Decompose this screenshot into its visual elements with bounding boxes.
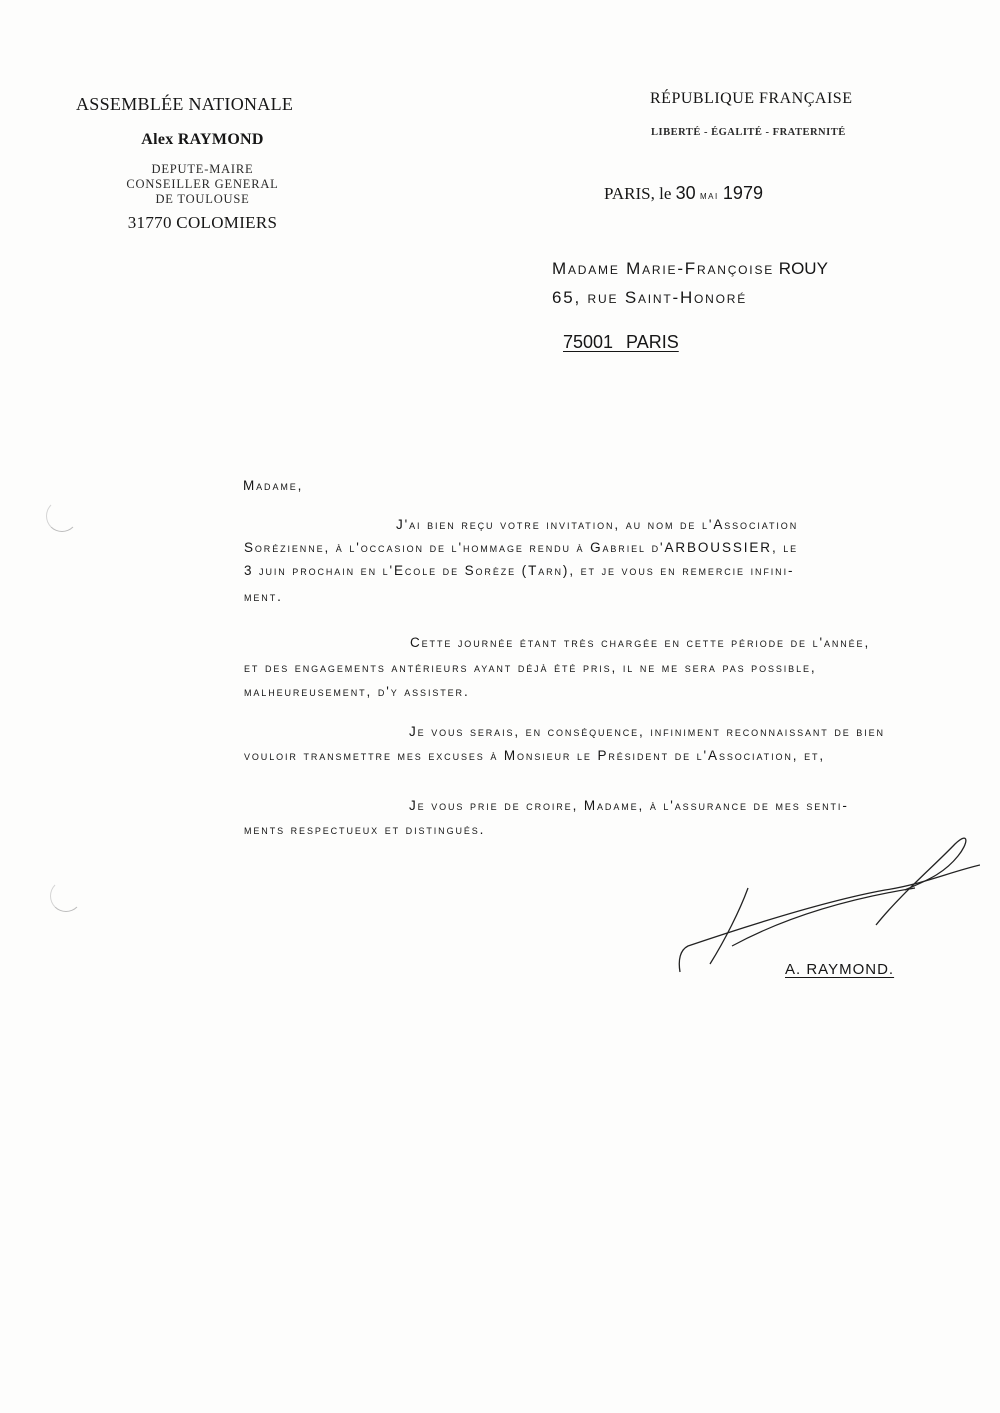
punch-hole-top [46, 500, 78, 532]
paragraph-line: ment. [244, 589, 283, 604]
date-year: 1979 [722, 183, 763, 203]
paragraph-line: Je vous serais, en conséquence, infiniment reconnaissant de bien [409, 724, 885, 739]
republic-title: RÉPUBLIQUE FRANÇAISE [650, 90, 853, 107]
recipient-first-names: Madame Marie-Françoise [552, 259, 775, 278]
paragraph-line: vouloir transmettre mes excuses à Monsieur le Président de l'Association, et, [244, 748, 826, 763]
handwritten-signature [670, 830, 980, 980]
paragraph-line: et des engagements antérieurs ayant déjà été pris, il ne me sera pas possible, [244, 660, 817, 675]
paragraph-line: Je vous prie de croire, Madame, à l'assurance de mes senti- [409, 798, 849, 813]
signature-stroke [679, 865, 980, 972]
signature-stroke [732, 888, 915, 946]
date-line [604, 183, 763, 204]
signature-stroke [710, 888, 748, 964]
sender-role: DEPUTE-MAIRE [151, 162, 254, 176]
recipient-surname: ROUY [778, 259, 828, 278]
paragraph-line: J'ai bien reçu votre invitation, au nom de l'Association [396, 517, 799, 532]
punch-hole-bottom [50, 880, 82, 912]
date-day: 30 [675, 183, 696, 203]
date-city: PARIS, le [604, 184, 672, 203]
recipient-city: 75001 PARIS [563, 332, 679, 352]
paragraph-line: Sorézienne, à l'occasion de l'hommage rendu à Gabriel d'ARBOUSSIER, le [244, 540, 799, 555]
sender-city: 31770 COLOMIERS [127, 213, 278, 232]
sender-role: CONSEILLER GENERAL [126, 177, 279, 191]
date-month: mai [699, 188, 719, 202]
salutation: Madame, [243, 478, 304, 493]
recipient-street: 65, rue Saint-Honoré [552, 288, 748, 307]
paragraph-line: ments respectueux et distingués. [244, 822, 486, 837]
paragraph-line: malheureusement, d'y assister. [244, 684, 470, 699]
signature-name: A. RAYMOND. [785, 961, 895, 978]
sender-name: Alex RAYMOND [141, 131, 264, 148]
recipient-name [552, 259, 828, 279]
sender-role: DE TOULOUSE [155, 192, 250, 206]
paragraph-line: Cette journée étant très chargée en cette période de l'année, [410, 635, 871, 650]
institution-name: ASSEMBLÉE NATIONALE [76, 94, 294, 114]
republic-motto: LIBERTÉ - ÉGALITÉ - FRATERNITÉ [651, 127, 846, 138]
paragraph-line: 3 juin prochain en l'Ecole de Sorèze (Tarn), et je vous en remercie infini- [244, 563, 795, 578]
